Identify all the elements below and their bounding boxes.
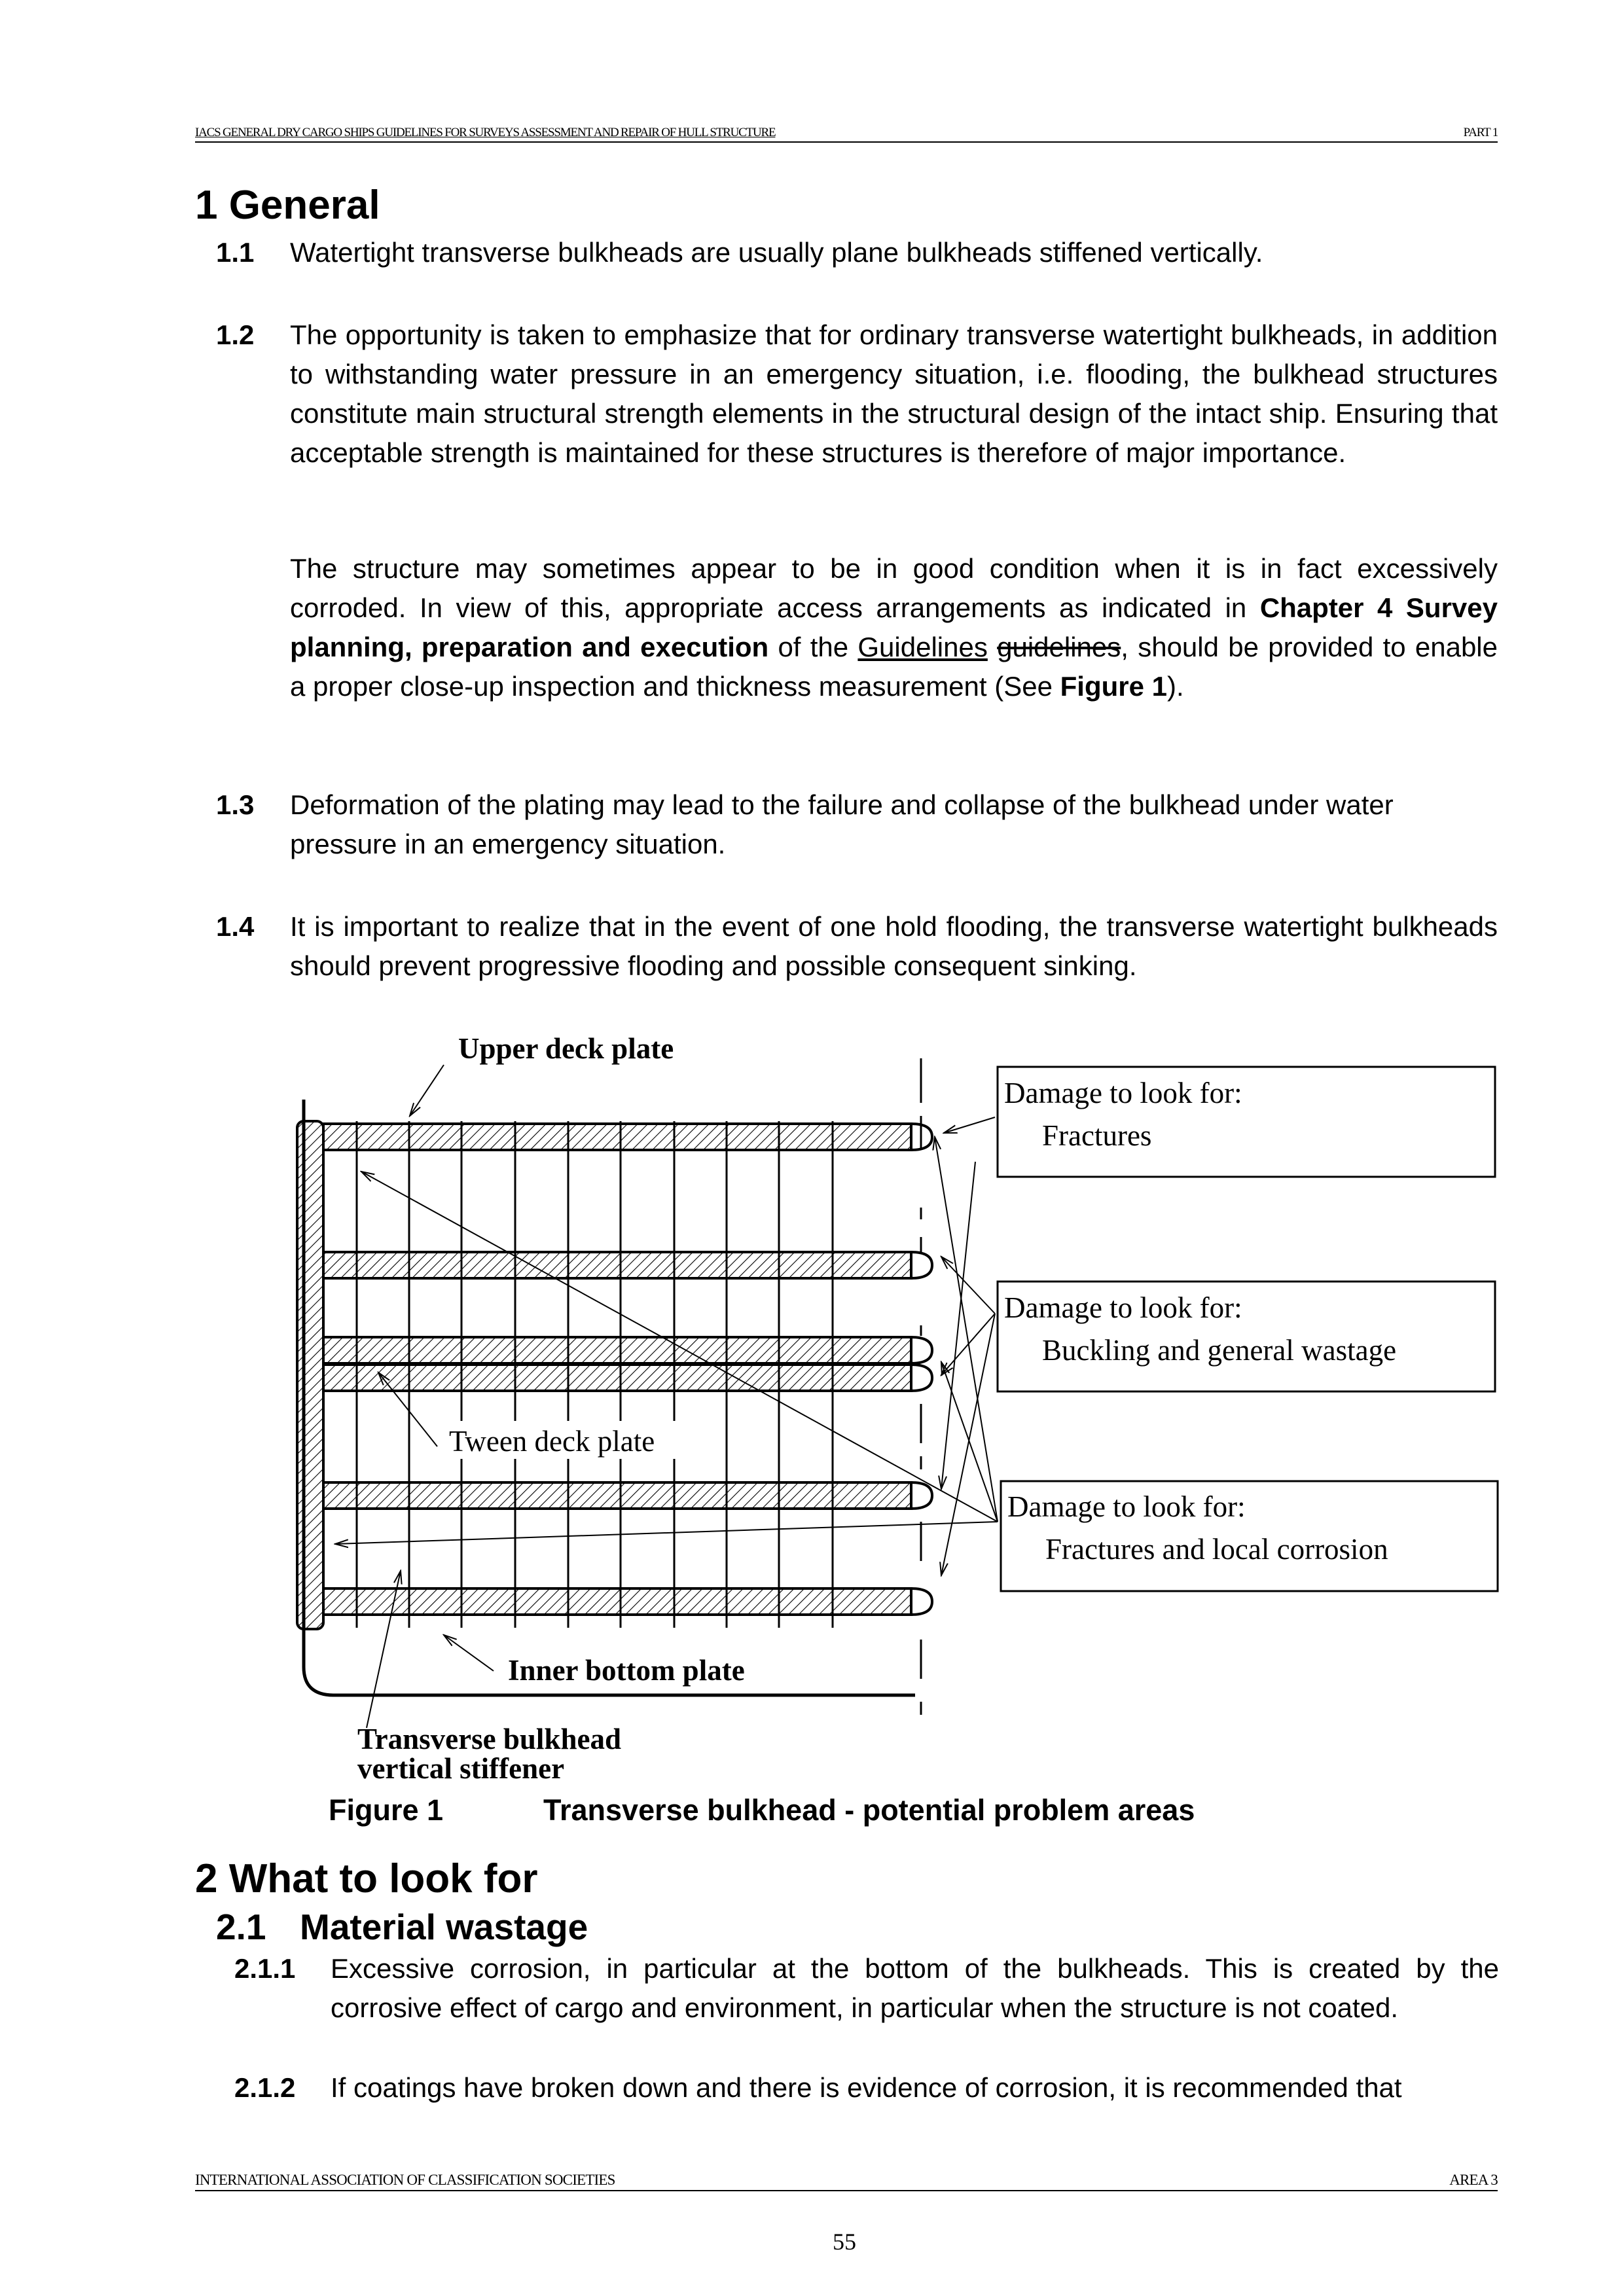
header-part: PART 1 xyxy=(1463,126,1498,139)
damage-box-1-text: Fractures xyxy=(1042,1119,1152,1152)
section-2-heading: 2 What to look for xyxy=(195,1856,538,1901)
damage-box-2 xyxy=(998,1282,1495,1391)
footer-organization: INTERNATIONAL ASSOCIATION OF CLASSIFICATION SOCIETIES xyxy=(195,2172,615,2188)
para-1-1: Watertight transverse bulkheads are usually plane bulkheads stiffened vertically. xyxy=(290,237,1263,268)
section-1-heading: 1 General xyxy=(195,183,380,228)
para-2-1-1-number: 2.1.1 xyxy=(234,1953,296,1984)
upper-deck-label: Upper deck plate xyxy=(458,1032,674,1065)
damage-box-3 xyxy=(1001,1481,1498,1591)
running-header xyxy=(195,124,1498,143)
para-1-3-number: 1.3 xyxy=(216,789,255,820)
header-title: IACS GENERAL DRY CARGO SHIPS GUIDELINES FOR SURVEYS ASSESSMENT AND REPAIR OF HULL STRUCTURE xyxy=(195,126,776,139)
para-1-2-number: 1.2 xyxy=(216,319,255,350)
stiffener-label-line-1: Transverse bulkhead xyxy=(357,1723,621,1755)
para-1-4-number: 1.4 xyxy=(216,911,255,942)
guidelines-insert: Guidelines xyxy=(857,632,988,662)
para-1-3: Deformation of the plating may lead to the failure and collapse of the bulkhead under water pressure in an emergency situation. xyxy=(290,789,1394,859)
inner-bottom-leader xyxy=(444,1635,494,1671)
deck-plate-5 xyxy=(323,1482,911,1509)
running-footer xyxy=(195,2173,1498,2191)
damage-box-1-title: Damage to look for: xyxy=(1004,1077,1242,1109)
para-2-1-2-number: 2.1.2 xyxy=(234,2072,296,2103)
figure-caption-text: Transverse bulkhead - potential problem areas xyxy=(543,1793,1195,1827)
damage-box-2-title: Damage to look for: xyxy=(1004,1291,1242,1324)
para-1-4: It is important to realize that in the event of one hold flooding, the transverse watertight bulkheads should prevent progressive flooding and possible consequent sinking. xyxy=(290,911,1498,981)
para-1-2: The opportunity is taken to emphasize that for ordinary transverse watertight bulkheads, in addition to withstanding water pressure in an emergency situation, i.e. flooding, the bulkhead structures constitute main structural strength elements in the structural design of the intact ship. Ensuring that acceptable strength is maintained for these structures is therefore of major importance. xyxy=(290,319,1498,468)
para-1-1-number: 1.1 xyxy=(216,237,255,268)
inner-bottom-label: Inner bottom plate xyxy=(508,1654,745,1687)
upper-deck-plate xyxy=(323,1124,911,1150)
deck-plate-4 xyxy=(323,1365,911,1391)
chapter-reference: Chapter 4 Survey planning, preparation and execution xyxy=(290,592,1498,662)
tween-deck-label: Tween deck plate xyxy=(449,1425,655,1458)
footer-area: AREA 3 xyxy=(1449,2172,1498,2188)
side-shell-plating xyxy=(297,1121,323,1629)
para-1-2-continued: The structure may sometimes appear to be in good condition when it is in fact excessively corroded. In view of this, appropriate access arrangements as indicated in Chapter 4 Survey planning, preparation and execution of the Guidelines guidelines, should be provided to enable a proper close-up inspection and thickness measurement (See Figure 1). xyxy=(290,553,1498,702)
subsection-2-1-heading: 2.1 Material wastage xyxy=(216,1907,588,1947)
figure-reference: Figure 1 xyxy=(1060,671,1168,702)
upper-deck-leader xyxy=(410,1065,444,1116)
damage-box-2-text: Buckling and general wastage xyxy=(1042,1334,1397,1367)
damage-box-1 xyxy=(998,1067,1495,1177)
inner-bottom-plate xyxy=(323,1588,911,1615)
tween-deck-plate xyxy=(323,1337,911,1363)
guidelines-deleted: guidelines xyxy=(997,632,1121,662)
page-number: 55 xyxy=(833,2229,856,2255)
figure-caption-number: Figure 1 xyxy=(329,1793,444,1827)
para-2-1-1: Excessive corrosion, in particular at the bottom of the bulkheads. This is created by the corrosive effect of cargo and environment, in particular when the structure is not coated. xyxy=(331,1953,1499,2023)
damage-box-3-title: Damage to look for: xyxy=(1007,1490,1246,1523)
para-2-1-2: If coatings have broken down and there is evidence of corrosion, it is recommended that xyxy=(331,2072,1402,2103)
damage-box-3-text: Fractures and local corrosion xyxy=(1045,1533,1388,1566)
stiffener-label-line-2: vertical stiffener xyxy=(357,1752,565,1785)
figure-1-bulkhead-diagram xyxy=(281,1011,1506,1800)
deck-plate-2 xyxy=(323,1252,911,1278)
